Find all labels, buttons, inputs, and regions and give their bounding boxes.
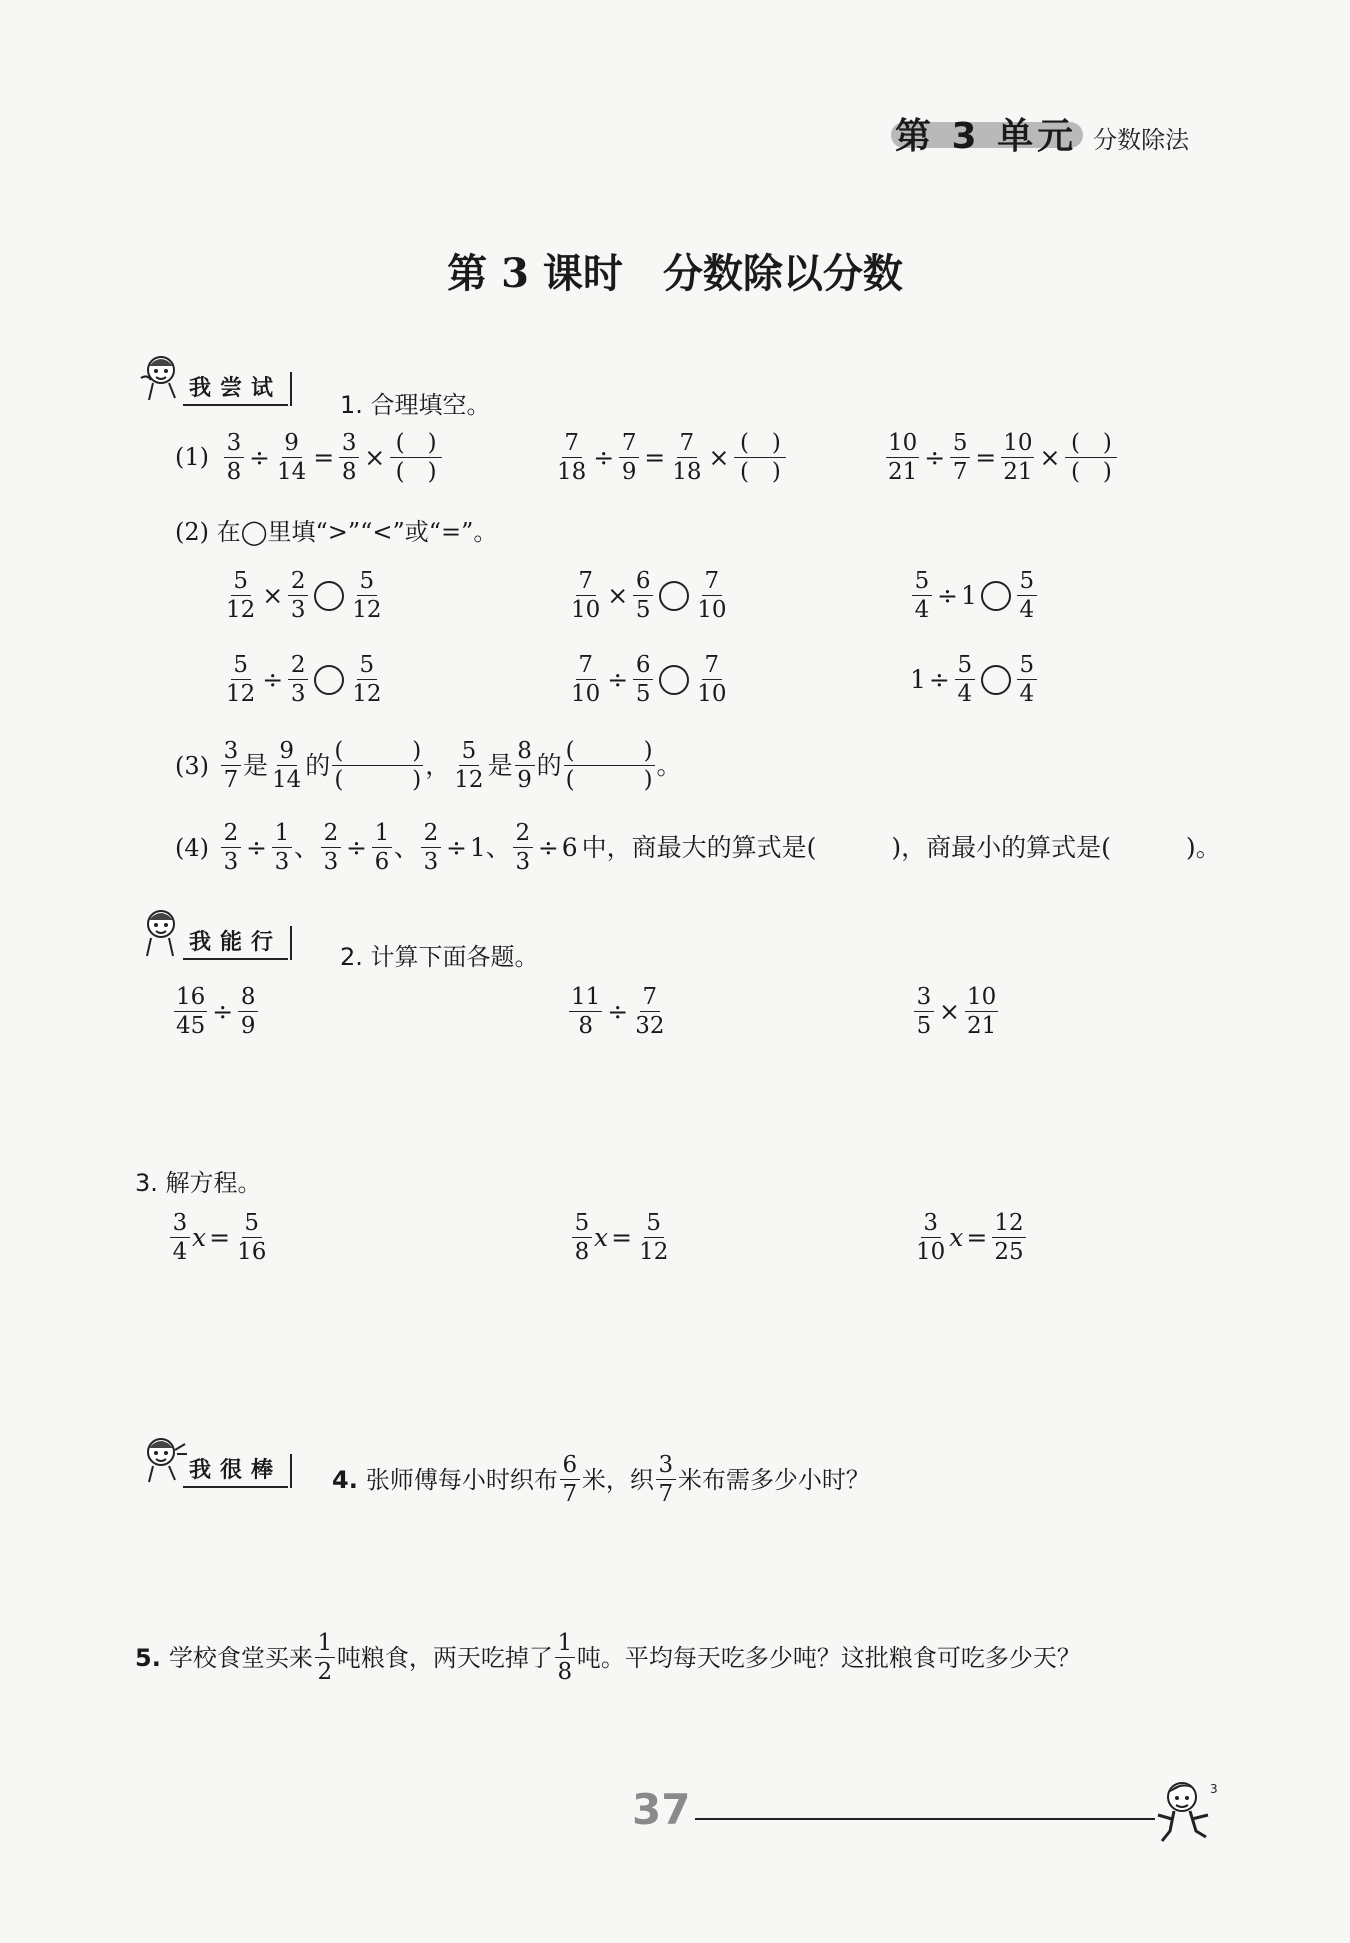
answer-blank[interactable]: $\frac{( )}{( )}$ — [1065, 430, 1117, 486]
answer-blank[interactable]: $\frac{( )}{( )}$ — [334, 738, 422, 794]
unit-header — [895, 108, 1189, 159]
section-badge-try — [135, 348, 292, 406]
badge-label: 我能行 — [183, 925, 288, 960]
unit-badge — [895, 108, 1077, 159]
q3-equation-2: $\frac{5}{8}$ x = $\frac{5}{12}$ — [570, 1210, 672, 1266]
q2-expr-2: $\frac{11}{8}$ ÷ $\frac{7}{32}$ — [571, 984, 665, 1040]
q1-part1-expr-3: $\frac{10}{21}$ ÷ $\frac{5}{7}$ = $\frac{10}{21}$ × $\frac{( )}{( )}$ — [884, 430, 1119, 486]
compare-circle[interactable] — [659, 665, 689, 695]
compare-row1-2: $\frac{7}{10}$ × $\frac{6}{5}$ $\frac{7}{10}$ — [571, 568, 727, 624]
q1-part3: (3) $\frac{3}{7}$ 是 $\frac{9}{14}$ 的 $\frac{( )}{( )}$ ， $\frac{5}{12}$ 是 $\frac{8}{9}$ 的 $\frac{( )}{( )}$ 。 — [175, 738, 682, 794]
compare-circle[interactable] — [314, 665, 344, 695]
svg-text:3: 3 — [1210, 1782, 1218, 1796]
q1-title: 1. 合理填空。 — [340, 391, 491, 419]
q1-part1-expr-1: $\frac{3}{8}$ ÷ $\frac{9}{14}$ = $\frac{3}{8}$ × $\frac{( )}{( )}$ — [222, 430, 444, 486]
compare-circle[interactable] — [981, 581, 1011, 611]
q1-part1-expr-2: $\frac{7}{18}$ ÷ $\frac{7}{9}$ = $\frac{7}{18}$ × $\frac{( )}{( )}$ — [553, 430, 788, 486]
compare-row2-3: 1 ÷ $\frac{5}{4}$ $\frac{5}{4}$ — [910, 652, 1039, 708]
compare-circle[interactable] — [981, 665, 1011, 695]
girl-mascot-icon — [135, 348, 193, 406]
q1-part1-label: (1) — [175, 443, 209, 471]
answer-blank[interactable]: $\frac{( )}{( )}$ — [565, 738, 653, 794]
running-boy-icon — [1150, 1775, 1220, 1855]
badge-label: 我尝试 — [183, 371, 288, 406]
lesson-title: 第 3 课时 分数除以分数 — [447, 250, 903, 297]
q2-expr-1: $\frac{16}{45}$ ÷ $\frac{8}{9}$ — [172, 984, 260, 1040]
q3-title: 3. 解方程。 — [135, 1169, 262, 1197]
q5-text: 5. 学校食堂买来 $\frac{1}{2}$ 吨粮食，两天吃掉了 $\frac{1}{8}$ 吨。平均每天吃多少吨？这批粮食可吃多少天？ — [135, 1630, 1081, 1686]
compare-circle[interactable] — [314, 581, 344, 611]
q1-part2-instruction: (2) 在◯里填“>”“<”或“=”。 — [175, 518, 498, 546]
q3-equation-3: $\frac{3}{10}$ x = $\frac{12}{25}$ — [916, 1210, 1024, 1266]
compare-row2-2: $\frac{7}{10}$ ÷ $\frac{6}{5}$ $\frac{7}{10}$ — [571, 652, 727, 708]
girl-mascot-icon — [135, 902, 193, 960]
badge-label: 我很棒 — [183, 1453, 288, 1488]
compare-row1-3: $\frac{5}{4}$ ÷ 1 $\frac{5}{4}$ — [910, 568, 1039, 624]
section-badge-great — [135, 1430, 292, 1488]
q3-equation-1: $\frac{3}{4}$ x = $\frac{5}{16}$ — [168, 1210, 270, 1266]
section-badge-can-do — [135, 902, 292, 960]
q2-title: 2. 计算下面各题。 — [340, 943, 539, 971]
girl-mascot-icon — [135, 1430, 193, 1488]
answer-blank[interactable]: $\frac{( )}{( )}$ — [390, 430, 442, 486]
q2-expr-3: $\frac{3}{5}$ × $\frac{10}{21}$ — [912, 984, 1000, 1040]
unit-subtitle: 分数除法 — [1093, 126, 1190, 154]
answer-blank[interactable]: $\frac{( )}{( )}$ — [734, 430, 786, 486]
q4-text: 4. 张师傅每小时织布 $\frac{6}{7}$ 米，织 $\frac{3}{7}$ 米布需多少小时？ — [332, 1452, 870, 1508]
q1-part4-text: 中，商最大的算式是( )，商最小的算式是( )。 — [581, 833, 1221, 863]
compare-row2-1: $\frac{5}{12}$ ÷ $\frac{2}{3}$ $\frac{5}{12}$ — [226, 652, 382, 708]
compare-circle[interactable] — [659, 581, 689, 611]
compare-row1-1: $\frac{5}{12}$ × $\frac{2}{3}$ $\frac{5}{12}$ — [226, 568, 382, 624]
unit-title: 第 3 单元 — [895, 116, 1078, 157]
q1-part4: (4) $\frac{2}{3}$ ÷ $\frac{1}{3}$ 、 $\frac{2}{3}$ ÷ $\frac{1}{6}$ 、 $\frac{2}{3}$ ÷ 1 、 $\frac{2}{3}$ ÷ 6 中，商最大的算式是( )，商最小的算式是( )。 — [175, 820, 1221, 876]
footer-rule — [695, 1818, 1155, 1820]
page-number: 37 — [632, 1785, 691, 1834]
